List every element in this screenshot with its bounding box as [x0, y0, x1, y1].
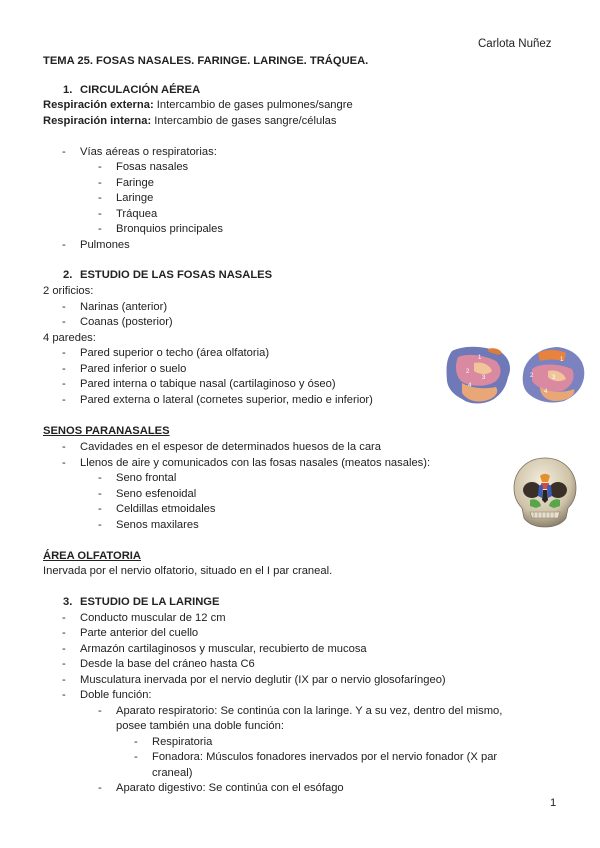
bullet-dash: - [62, 457, 66, 469]
bullet-dash: - [98, 488, 102, 500]
bullet-dash: - [62, 674, 66, 686]
list-item: Pared inferior o suelo [80, 363, 187, 375]
bullet-dash: - [62, 394, 66, 406]
author-name: Carlota Nuñez [478, 38, 552, 50]
list-item: Pulmones [80, 239, 130, 251]
list-item: Armazón cartilaginosos y muscular, recubierto de mucosa [80, 643, 367, 655]
list-item: Faringe [116, 177, 154, 189]
section-1-heading: CIRCULACIÓN AÉREA [80, 84, 201, 96]
list-item: Cavidades en el espesor de determinados huesos de la cara [80, 441, 382, 453]
bullet-dash: - [62, 612, 66, 624]
list-item: Pared externa o lateral (cornetes superior, medio e inferior) [80, 394, 373, 406]
bullet-dash: - [98, 782, 102, 794]
bullet-dash: - [134, 736, 138, 748]
bullet-dash: - [62, 239, 66, 251]
bullet-dash: - [98, 192, 102, 204]
list-item: Aparato respiratorio: Se continúa con la laringe. Y a su vez, dentro del mismo, [116, 705, 503, 717]
bullet-dash: - [62, 689, 66, 701]
nasal-label: 1 [478, 355, 482, 361]
bullet-dash: - [98, 472, 102, 484]
nasal-label: 2 [466, 369, 470, 375]
list-item: Conducto muscular de 12 cm [80, 612, 226, 624]
bullet-dash: - [62, 363, 66, 375]
olfatoria-heading: ÁREA OLFATORIA [43, 550, 141, 562]
bullet-dash: - [62, 627, 66, 639]
section-2-heading: ESTUDIO DE LAS FOSAS NASALES [80, 269, 273, 281]
list-item: Aparato digestivo: Se continúa con el esófago [116, 782, 344, 794]
resp-externa-label: Respiración externa: [43, 99, 154, 111]
list-item: Desde la base del cráneo hasta C6 [80, 658, 255, 670]
list-item: Llenos de aire y comunicados con las fosas nasales (meatos nasales): [80, 457, 431, 469]
resp-externa [43, 99, 353, 111]
bullet-dash: - [134, 751, 138, 763]
section-3-heading: ESTUDIO DE LA LARINGE [80, 596, 220, 608]
bullet-dash: - [62, 146, 66, 158]
list-item: Vías aéreas o respiratorias: [80, 146, 217, 158]
bullet-dash: - [62, 347, 66, 359]
bullet-dash: - [98, 161, 102, 173]
bullet-dash: - [62, 378, 66, 390]
list-item: Celdillas etmoidales [116, 503, 216, 515]
list-item-continuation: craneal) [152, 767, 193, 779]
page-number: 1 [550, 797, 557, 809]
bullet-dash: - [98, 503, 102, 515]
nasal-label: 2 [530, 373, 534, 379]
list-item: Doble función: [80, 689, 152, 701]
list-item: Tráquea [116, 208, 158, 220]
list-item: Narinas (anterior) [80, 301, 168, 313]
list-item: Seno frontal [116, 472, 177, 484]
nasal-label: 3 [482, 375, 486, 381]
section-3-number: 3. [63, 596, 73, 608]
bullet-dash: - [98, 705, 102, 717]
nasal-label: 4 [468, 383, 472, 389]
nasal-cavity-image-1 [444, 343, 514, 407]
section-1-number: 1. [63, 84, 73, 96]
list-item: Seno esfenoidal [116, 488, 197, 500]
skull-sinuses-image [512, 456, 578, 528]
list-item: Musculatura inervada por el nervio deglutir (IX par o nervio glosofaríngeo) [80, 674, 446, 686]
paredes-label: 4 paredes: [43, 332, 96, 344]
resp-interna-label: Respiración interna: [43, 115, 152, 127]
bullet-dash: - [98, 208, 102, 220]
bullet-dash: - [62, 441, 66, 453]
nasal-label: 1 [560, 357, 564, 363]
list-item: Senos maxilares [116, 519, 199, 531]
bullet-dash: - [98, 177, 102, 189]
bullet-dash: - [62, 643, 66, 655]
bullet-dash: - [62, 301, 66, 313]
section-2-number: 2. [63, 269, 73, 281]
list-item: Respiratoria [152, 736, 213, 748]
orificios-label: 2 orificios: [43, 285, 94, 297]
resp-interna-text: Intercambio de gases sangre/células [151, 115, 337, 127]
resp-interna [43, 115, 337, 127]
list-item-continuation: posee también una doble función: [116, 720, 284, 732]
bullet-dash: - [62, 658, 66, 670]
document-title: TEMA 25. FOSAS NASALES. FARINGE. LARINGE. TRÁQUEA. [43, 55, 369, 67]
nasal-cavity-image-2 [518, 343, 588, 407]
nasal-label: 4 [544, 389, 548, 395]
bullet-dash: - [98, 223, 102, 235]
list-item: Fonadora: Músculos fonadores inervados por el nervio fonador (X par [152, 751, 498, 763]
olfatoria-text: Inervada por el nervio olfatorio, situado en el I par craneal. [43, 565, 333, 577]
bullet-dash: - [62, 316, 66, 328]
list-item: Bronquios principales [116, 223, 223, 235]
resp-externa-text: Intercambio de gases pulmones/sangre [153, 99, 353, 111]
senos-heading: SENOS PARANASALES [43, 425, 170, 437]
list-item: Fosas nasales [116, 161, 189, 173]
list-item: Pared interna o tabique nasal (cartilaginoso y óseo) [80, 378, 336, 390]
list-item: Laringe [116, 192, 154, 204]
nasal-label: 3 [552, 375, 556, 381]
list-item: Parte anterior del cuello [80, 627, 199, 639]
bullet-dash: - [98, 519, 102, 531]
list-item: Coanas (posterior) [80, 316, 173, 328]
list-item: Pared superior o techo (área olfatoria) [80, 347, 270, 359]
